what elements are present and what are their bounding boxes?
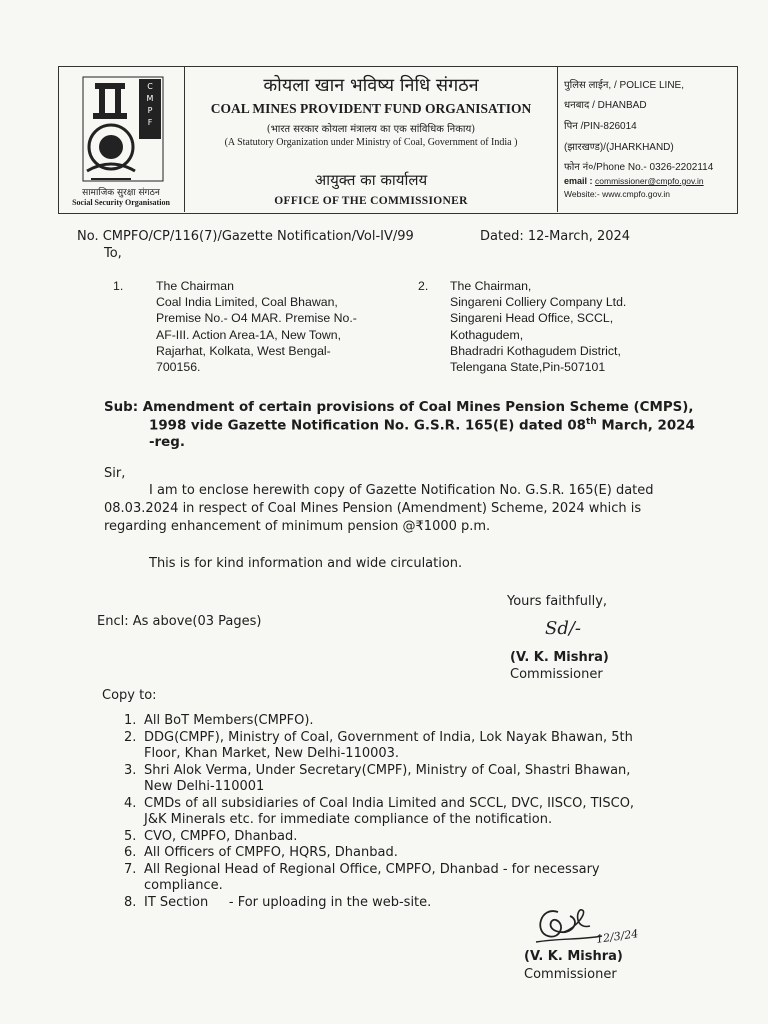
address-line: धनबाद / DHANBAD: [564, 100, 647, 111]
reference-number: No. CMPFO/CP/116(7)/Gazette Notification/Vol-IV/99: [77, 229, 414, 244]
email-link[interactable]: commissioner@cmpfo.gov.in: [595, 176, 704, 186]
copy-to-list: [124, 713, 634, 911]
statutory-line-english: (A Statutory Organization under Ministry of Coal, Government of India ): [224, 137, 518, 148]
recipient-line: Singareni Colliery Company Ltd.: [450, 295, 627, 310]
list-text: CVO, CMPFO, Dhanbad.: [144, 828, 298, 844]
recipient-line: Coal India Limited, Coal Bhawan,: [156, 295, 338, 310]
letterhead-address-panel: [557, 67, 737, 212]
subject-superscript: th: [585, 417, 597, 427]
office-title-english: OFFICE OF THE COMMISSIONER: [274, 195, 468, 207]
svg-text:P: P: [147, 106, 153, 115]
recipient-line: Telengana State,Pin-507101: [450, 360, 606, 375]
recipient-line: The Chairman,: [450, 279, 532, 293]
list-number: 3.: [124, 762, 137, 778]
subject-line-3: -reg.: [149, 435, 185, 450]
social-security-hindi: सामाजिक सुरक्षा संगठन: [82, 188, 160, 198]
org-name-hindi: कोयला खान भविष्य निधि संगठन: [263, 75, 479, 96]
sd-signature: Sd/-: [545, 618, 581, 639]
recipient-1-address: [156, 278, 357, 375]
list-number: 1.: [124, 713, 137, 728]
list-text: compliance.: [144, 878, 223, 893]
recipient-1-number: 1.: [113, 279, 124, 293]
letterhead-logo-panel: [59, 67, 185, 212]
info-line: This is for kind information and wide circulation.: [149, 556, 463, 571]
recipient-2-number: 2.: [418, 279, 429, 293]
list-text: All BoT Members(CMPFO).: [144, 713, 314, 728]
recipient-2-address: [450, 278, 626, 375]
subject-line-2: [149, 417, 695, 433]
list-text: CMDs of all subsidiaries of Coal India Limited and SCCL, DVC, IISCO, TISCO,: [144, 795, 635, 811]
letter-date: Dated: 12-March, 2024: [480, 229, 631, 244]
copy-to-heading: Copy to:: [102, 688, 157, 703]
body-line: regarding enhancement of minimum pension @₹1000 p.m.: [104, 519, 491, 534]
cmpf-emblem-icon: [81, 75, 165, 183]
list-text: Shri Alok Verma, Under Secretary(CMPF), Ministry of Coal, Shastri Bhawan,: [144, 762, 631, 778]
signatory-title: Commissioner: [510, 667, 603, 682]
subject-text: Amendment of certain provisions of Coal Mines Pension Scheme (CMPS),: [142, 400, 694, 415]
phone-line: फोन नं०/Phone No.- 0326-2202114: [564, 162, 714, 173]
social-security-english: Social Security Organisation: [72, 198, 170, 207]
list-text: Floor, Khan Market, New Delhi-110003.: [144, 746, 400, 761]
list-number: 4.: [124, 795, 137, 811]
office-title-hindi: आयुक्त का कार्यालय: [314, 171, 428, 189]
recipient-line: The Chairman: [156, 279, 234, 293]
svg-text:F: F: [147, 118, 153, 127]
recipient-line: Rajarhat, Kolkata, West Bengal-: [156, 343, 331, 358]
list-item: [124, 796, 634, 829]
list-item: [124, 862, 634, 895]
recipient-line: Singareni Head Office, SCCL,: [450, 311, 614, 326]
subject-label: Sub:: [104, 400, 139, 415]
list-text: All Regional Head of Regional Office, CMPFO, Dhanbad - for necessary: [144, 861, 600, 877]
list-number: 2.: [124, 729, 137, 745]
enclosure: Encl: As above(03 Pages): [97, 614, 262, 629]
recipient-line: AF-III. Action Area-1A, New Town,: [156, 327, 341, 342]
org-name-english: COAL MINES PROVIDENT FUND ORGANISATION: [210, 101, 532, 116]
subject-text: 1998 vide Gazette Notification No. G.S.R. 165(E) dated 08: [149, 418, 586, 434]
address-line: पुलिस लाईन, / POLICE LINE,: [564, 80, 684, 91]
address-line: (झारखण्ड)/(JHARKHAND): [564, 142, 674, 153]
recipient-line: Bhadradri Kothagudem District,: [450, 343, 621, 358]
letterhead: [58, 66, 738, 214]
email-label: email :: [564, 176, 596, 186]
svg-text:M: M: [146, 94, 154, 103]
yours-faithfully: Yours faithfully,: [507, 594, 608, 609]
recipient-line: 700156.: [156, 360, 201, 375]
list-number: 7.: [124, 861, 137, 877]
list-number: 8.: [124, 894, 137, 910]
list-number: 5.: [124, 828, 137, 844]
signatory-2-title: Commissioner: [524, 967, 617, 982]
signatory-name: (V. K. Mishra): [510, 650, 609, 665]
website-line[interactable]: Website:- www.cmpfo.gov.in: [564, 189, 670, 199]
list-text: All Officers of CMPFO, HQRS, Dhanbad.: [144, 845, 398, 860]
list-text: DDG(CMPF), Ministry of Coal, Government of India, Lok Nayak Bhawan, 5th: [144, 729, 633, 745]
list-item: [124, 713, 634, 730]
signatory-2-name: (V. K. Mishra): [524, 949, 623, 964]
list-item: [124, 829, 634, 846]
body-line: I am to enclose herewith copy of Gazette Notification No. G.S.R. 165(E) dated: [149, 483, 654, 498]
recipient-line: Kothagudem,: [450, 327, 524, 342]
list-text: New Delhi-110001: [144, 779, 265, 794]
list-text: J&K Minerals etc. for immediate compliance of the notification.: [144, 812, 553, 827]
email-line: [564, 176, 704, 186]
list-item: [124, 763, 634, 796]
subject-text: March, 2024: [596, 418, 695, 434]
list-text: IT Section - For uploading in the web-site.: [144, 894, 432, 910]
to-label: To,: [104, 246, 122, 261]
address-line: पिन /PIN-826014: [564, 121, 637, 132]
list-item: [124, 730, 634, 763]
subject-line-1: [104, 400, 694, 415]
letterhead-org-block: [185, 67, 557, 212]
signature-date: 12/3/24: [595, 927, 640, 946]
salutation: Sir,: [104, 466, 126, 481]
list-item: [124, 845, 634, 862]
body-line: 08.03.2024 in respect of Coal Mines Pension (Amendment) Scheme, 2024 which is: [104, 501, 642, 516]
list-number: 6.: [124, 845, 137, 860]
svg-text:C: C: [147, 82, 153, 91]
statutory-line-hindi: (भारत सरकार कोयला मंत्रालय का एक सांविधिक निकाय): [266, 124, 476, 135]
recipient-line: Premise No.- O4 MAR. Premise No.-: [156, 311, 357, 326]
